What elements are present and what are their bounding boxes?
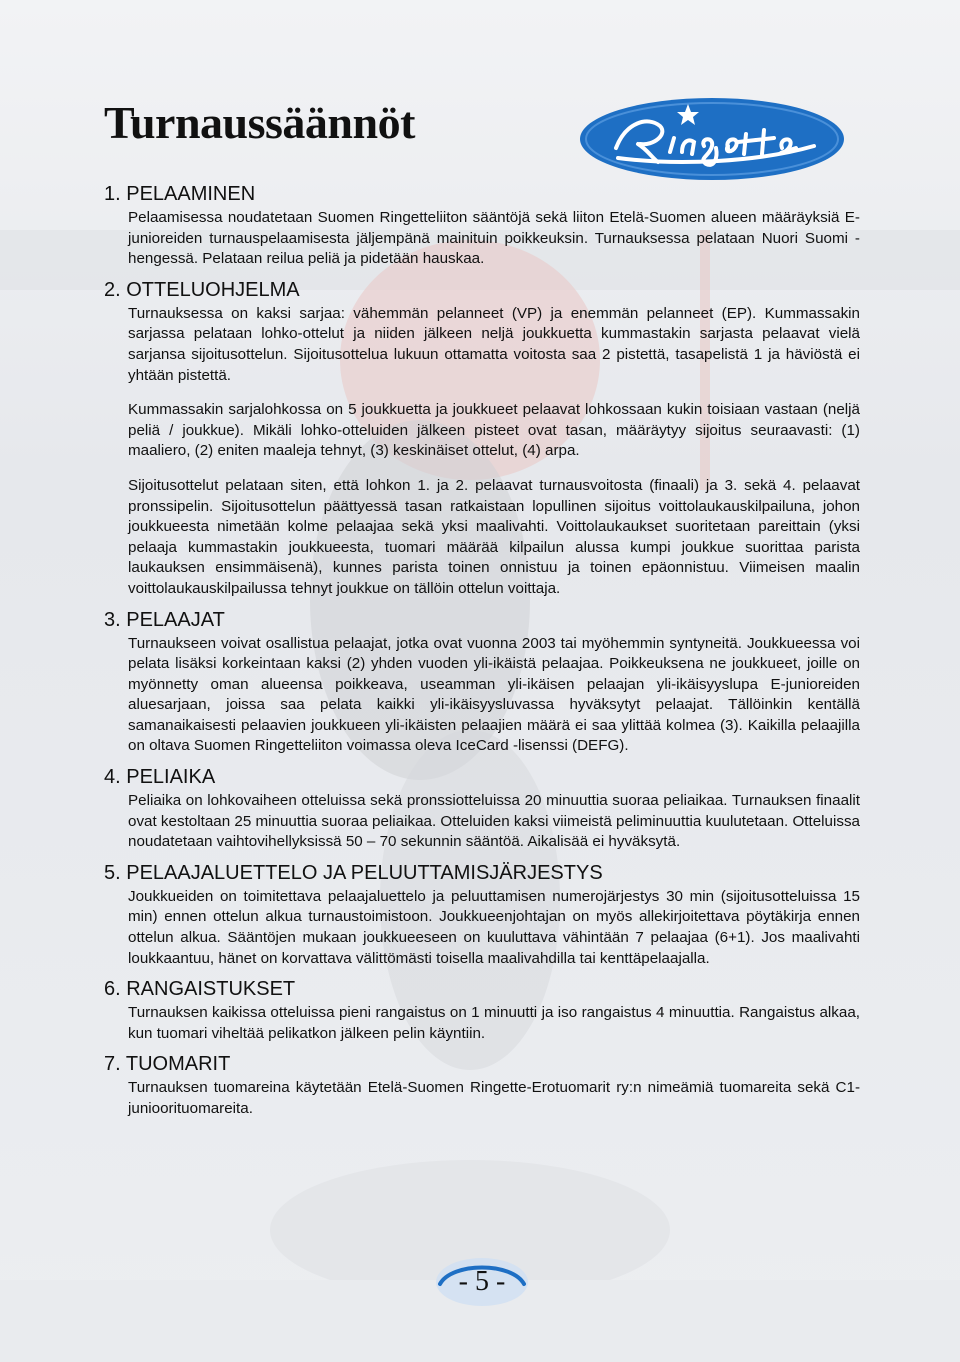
page-number <box>432 1254 532 1310</box>
ringette-logo <box>578 96 846 182</box>
section-rangaistukset <box>104 975 860 1044</box>
section-otteluohjelma <box>104 276 860 600</box>
section-heading: 3. PELAAJAT <box>104 608 225 631</box>
paragraph: Turnauksen kaikissa otteluissa pieni rangaistus on 1 minuutti ja iso rangaistus 4 minuuttia. Rangaistus alkaa, kun tuomari viheltää pelikatkon jälkeen pelin käyntiin. <box>128 1004 860 1042</box>
section-heading: 5. PELAAJALUETTELO JA PELUUTTAMISJÄRJESTYS <box>104 861 603 884</box>
section-heading: 4. PELIAIKA <box>104 766 216 789</box>
paragraph: Turnaukseen voivat osallistua pelaajat, jotka ovat vuonna 2003 tai myöhemmin syntyneitä. Joukkueessa voi pelata lisäksi korkeintaan kaksi (2) yhden vuoden yli-ikäistä pelaajaa. Poikkeuksena ne joukkueet, joille on myönnetty oman alueensa poikkeava, useamman yli-ikäisen pelaajan yli-ikäisyyslupa E-junioreiden aluesarjaan, joissa saa pelata kaikki yli-ikäisyysluvassa hyväksytyt pelaajat. Tällöinkin kentällä samanaikaisesti pelaavien joukkueen yli-ikäisten pelaajien määrä ei saa ylittää kolmea (3). Kaikilla pelaajilla on oltava Suomen Ringetteliiton voimassa oleva IceCard -lisenssi (DEFG). <box>128 634 860 755</box>
section-peliaika <box>104 763 860 853</box>
page-number-text: - 5 - <box>458 1266 506 1297</box>
paragraph: Kummassakin sarjalohkossa on 5 joukkuetta ja joukkueet pelaavat lohkossaan kukin toisiaan vastaan (neljä peliä / joukkue). Mikäli lohko-otteluiden jälkeen pisteet ovat tasan, määräytyy sijoitus seuraavasti: (1) maaliero, (2) eniten maaleja tehnyt, (3) keskinäiset ottelut, (4) arpa. <box>128 401 860 460</box>
paragraph: Pelaamisessa noudatetaan Suomen Ringetteliiton sääntöjä sekä liiton Etelä-Suomen alueen määräyksiä E- junioreiden turnauspelaamisesta jäljempänä mainituin poikkeuksin. Turnauksessa pelataan Nuori Suomi - hengessä. Pelataan reilua peliä ja pidetään hauskaa. <box>128 209 860 268</box>
rules-content <box>104 180 860 1120</box>
section-pelaaminen <box>104 180 860 270</box>
paragraph: Sijoitusottelut pelataan siten, että lohkon 1. ja 2. pelaavat turnausvoitosta (finaali) ja 3. sekä 4. pelaavat pronssipelin. Sijoitusottelun päättyessä tasan ratkaistaan lopullinen sijoitus voittolaukauskilpailuna, johon joukkueesta nimetään kolme pelaajaa sekä yksi maalivahti. Voittolaukaukset suoritetaan pareittain (yksi pelaaja kummastakin joukkueesta, tuomari määrää kilpailun alussa kumpi joukkue suorittaa parista laukauksen ensimmäisenä), kunnes parista toinen onnistuu ja toinen epäonnistuu. Viimeisen maalin voittolaukauskilpailussa tehnyt joukkue on tällöin ottelun voittaja. <box>128 476 860 597</box>
section-heading: 7. TUOMARIT <box>104 1053 231 1076</box>
section-heading: 2. OTTELUOHJELMA <box>104 278 300 301</box>
section-heading: 6. RANGAISTUKSET <box>104 978 296 1001</box>
section-heading: 1. PELAAMINEN <box>104 183 256 205</box>
section-tuomarit <box>104 1050 860 1119</box>
page-title: Turnaussäännöt <box>104 97 415 148</box>
section-pelaajat <box>104 606 860 758</box>
paragraph: Turnauksessa on kaksi sarjaa: vähemmän pelanneet (VP) ja enemmän pelanneet (EP). Kummassakin sarjassa pelataan lohko-ottelut ja niiden jälkeen neljä joukkuetta kummastakin sarjasta pelaavat vielä sarjansa sijoitusottelun. Sijoitusottelua lukuun ottamatta voitosta saa 2 pistettä, tasapelistä 1 ja häviöstä ei yhtään pistettä. <box>128 304 860 384</box>
section-pelaajaluettelo <box>104 859 860 969</box>
paragraph: Joukkueiden on toimitettava pelaajaluettelo ja peluuttamisen numerojärjestys 30 min (sijoitusotteluissa 15 min) ennen ottelun alkua turnaustoimistoon. Joukkueenjohtajan on myös allekirjoitettava pöytäkirja ennen ottelun alkua. Sääntöjen mukaan joukkueeseen on kuuluttava vähintään 7 pelaajaa (6+1). Jos maalivahti loukkaantuu, hänet on korvattava välittömästi toisella maalivahdilla tai kenttäpelaajalla. <box>128 887 860 967</box>
paragraph: Peliaika on lohkovaiheen otteluissa sekä pronssiotteluissa 20 minuuttia suoraa peliaikaa. Turnauksen finaalit ovat kestoltaan 25 minuuttia suoraa peliaikaa. Otteluiden kaksi viimeistä peliminuuttia kuulutetaan. Otteluissa noudatetaan vaihtovihellyksissä 50 – 70 sekunnin sääntöä. Aikalisää ei hyväksytä. <box>128 792 860 851</box>
paragraph: Turnauksen tuomareina käytetään Etelä-Suomen Ringette-Erotuomarit ry:n nimeämiä tuomareita sekä C1- junioorituomareita. <box>128 1079 860 1117</box>
